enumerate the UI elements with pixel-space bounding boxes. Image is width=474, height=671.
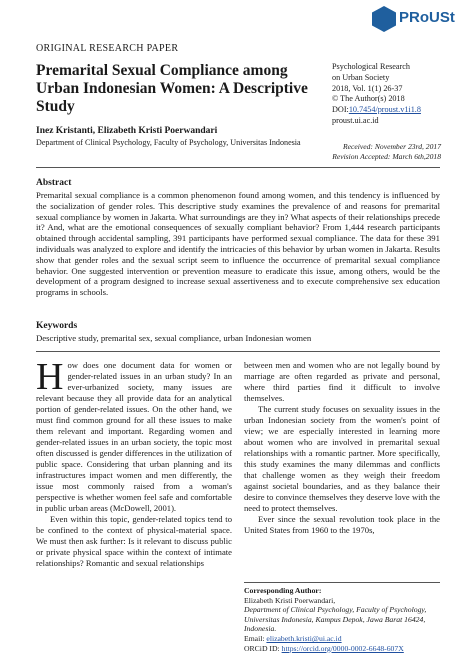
drop-cap: H [36,356,64,398]
intro-text: ow does one document data for women or gender-related issues in an urban study? In an ever-urbanized society, many issues are relevant because they all provide data for an analytical portion of gender-related issues. On the other hand, we must find common ground for all these issues to make them relevant and important. Regarding women and gender-related issues in an urban society, the topic most often discussed is gender differences in the utilization of public space. Considering that urban planning and its infrastructures impact women and men differently, the issue most commonly raised from a woman's perspective is whether women feel safe and comfortable in public urban areas (McDowell, 2001). [36,360,232,513]
journal-name-line2: on Urban Society [332,72,390,82]
body-column-right [244,360,440,536]
doi-link[interactable]: 10.7454/proust.v1i1.8 [348,105,421,115]
logo-text: PRoUSt [399,9,455,26]
copyright-info: © The Author(s) 2018 [332,94,405,104]
doi-label: DOI: [332,105,349,115]
email-label: Email: [244,633,267,643]
journal-site: proust.ui.ac.id [332,115,379,125]
section-label: ORIGINAL RESEARCH PAPER [36,43,179,54]
corresponding-label: Corresponding Author: [244,586,322,595]
corresponding-department: Department of Clinical Psychology, Faculty of Psychology, Universitas Indonesia, Kampus Depok, Jawa Barat 16424, Indonesia. [244,605,427,634]
corresponding-name: Elizabeth Kristi Poerwandari, [244,595,336,605]
body-paragraph: The current study focuses on sexuality issues in the urban Indonesian society from the women's point of view; we are especially interested in learning more about women who are involved in premarital sexual relationships with a romantic partner. More specifically, this study examines the many dilemmas and conflicts that challenge women as they weigh their freedom against societal boundaries, and as they balance their desire to convince themselves they deserve love with the need to protect themselves. [244,404,440,513]
body-paragraph [36,356,232,514]
abstract-text: Premarital sexual compliance is a common phenomenon found among women, and this tendency is influenced by the socialization of gender roles. This descriptive study examines the prevalence of and reasons for premarital sexual compliance by women in Jakarta. What surroundings are they in? What aspects of their relationships precede it? And, what are the emotional consequences of sexually compliant behavior? From 1,444 research participants obtained through accidental sampling, 391 participants have performed sexual compliance. The data for these 391 individuals was analyzed to explore and identify the intricacies of this behavior by urban women in Jakarta. Results show that gender roles and the sexual script seem to influence the occurrence of premarital sexual compliance behavior. One suggested intervention or prevention measure to eradicate this issue, among others, would be the development of a program designed to increase sexual assertiveness and to execute comprehensive sex education programs in schools. [36,190,440,298]
abstract-divider [36,351,440,352]
body-column-left [36,356,232,569]
paper-title: Premarital Sexual Compliance among Urban Indonesian Women: A Descriptive Study [36,62,308,115]
publication-info [332,62,462,127]
corresponding-author-box [244,582,440,653]
email-link[interactable]: elizabeth.kristi@ui.ac.id [266,633,342,643]
orcid-line [244,644,440,654]
orcid-link[interactable]: https://orcid.org/0000-0002-6648-607X [281,643,404,653]
body-paragraph: Even within this topic, gender-related topics tend to be confined to the context of physical-material space. We must then ask further: Is it relevant to discuss public or private physical space within the context of intimate relationships? Romantic and sexual relationships [36,514,232,568]
received-date: Received: November 23rd, 2017 [343,142,441,151]
author-affiliation: Department of Clinical Psychology, Faculty of Psychology, Universitas Indonesia [36,138,301,147]
keywords-text: Descriptive study, premarital sex, sexual compliance, urban Indonesian women [36,333,312,343]
submission-dates [332,142,441,162]
revision-date: Revision Accepted: March 6th,2018 [332,152,441,161]
body-paragraph: between men and women who are not legally bound by marriage are often regarded as private and personal, where third parties find it difficult to involve themselves. [244,360,440,403]
keywords-heading: Keywords [36,321,78,331]
journal-logo [372,6,468,32]
journal-name-line1: Psychological Research [332,62,410,71]
abstract-heading: Abstract [36,178,72,188]
logo-badge-icon [372,6,396,32]
orcid-label: ORCiD ID: [244,643,282,653]
body-paragraph: Ever since the sexual revolution took place in the United States from 1960 to the 1970s, [244,514,440,535]
author-names: Inez Kristanti, Elizabeth Kristi Poerwandari [36,126,218,136]
volume-info: 2018, Vol. 1(1) 26-37 [332,83,403,93]
email-line [244,634,440,644]
doi-line [332,105,462,116]
header-divider [36,167,440,168]
